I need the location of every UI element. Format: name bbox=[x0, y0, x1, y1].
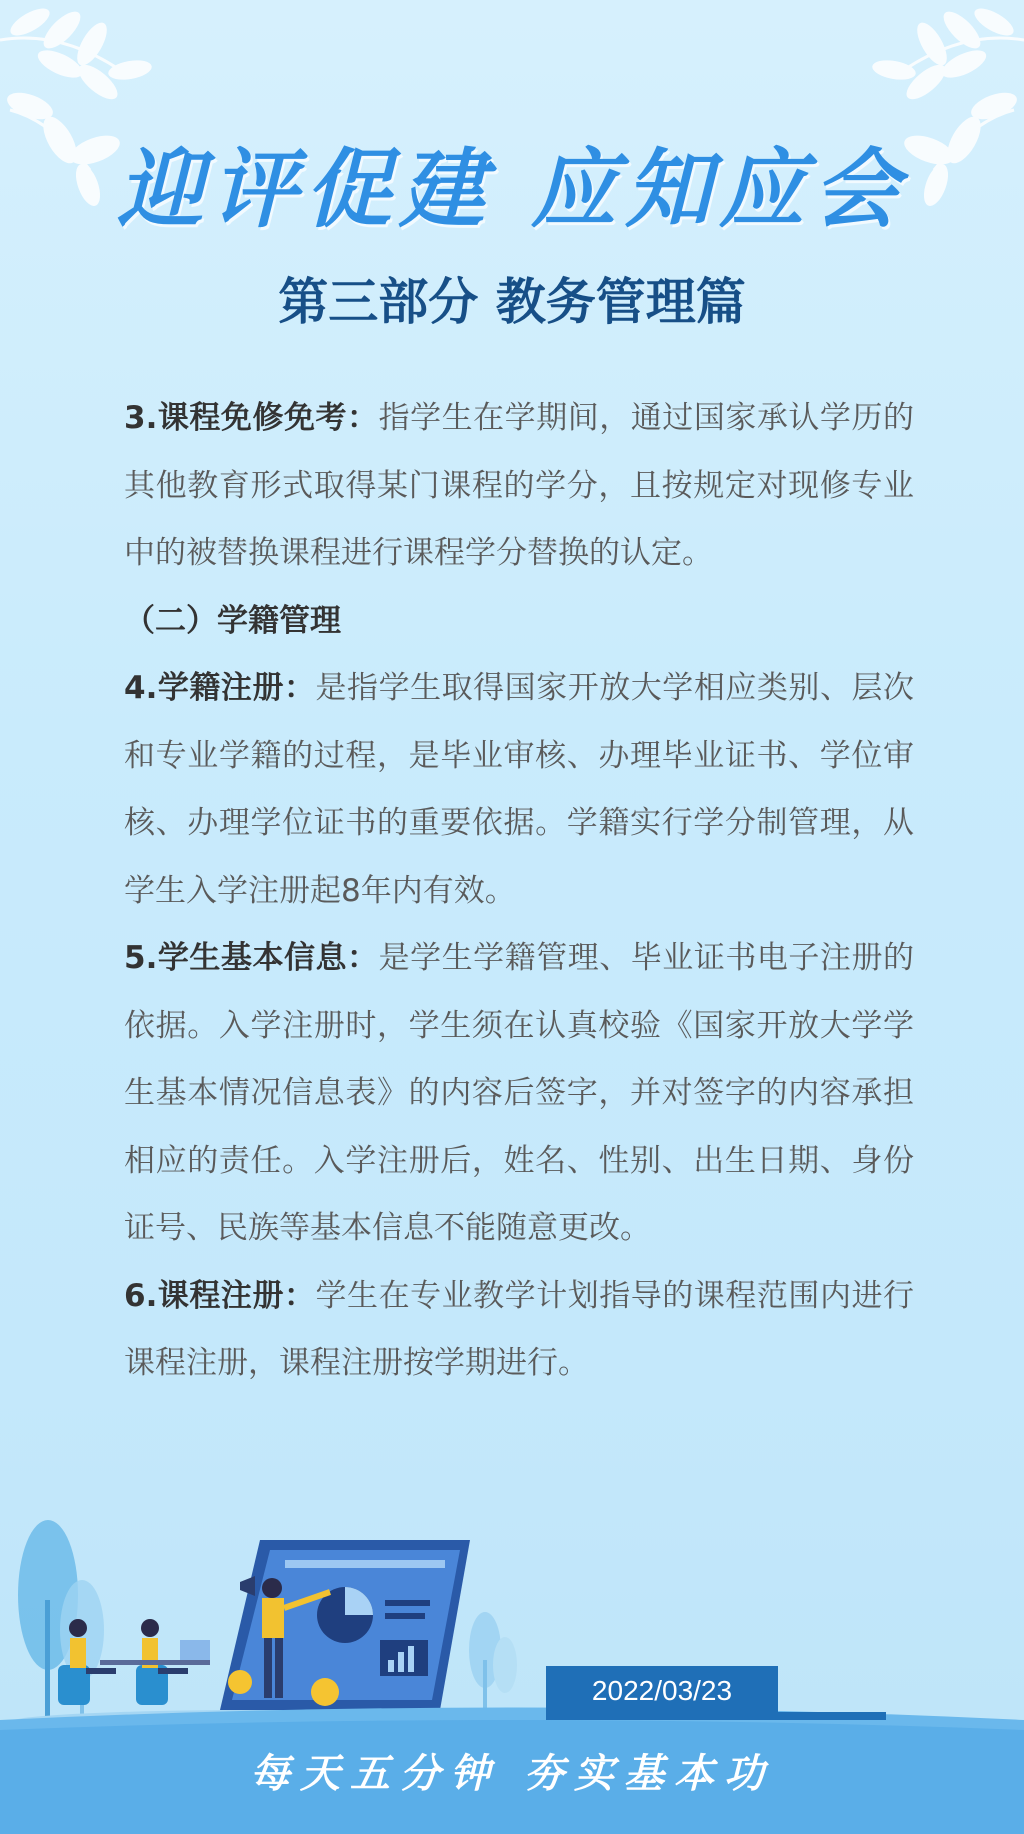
item-lead: 6.课程注册： bbox=[124, 1277, 316, 1314]
item-course-exemption bbox=[124, 385, 914, 588]
item-student-basic-info bbox=[124, 925, 914, 1263]
item-enrollment-registration bbox=[124, 655, 914, 925]
item-lead: 3.课程免修免考： bbox=[124, 400, 379, 436]
item-text: 是学生学籍管理、毕业证书电子注册的依据。入学注册时，学生须在认真校验《国家开放大学学生基本情况信息表》的内容后签字，并对签字的内容承担相应的责任。入学注册后，姓名、性别、出生日期、身份证号、民族等基本信息不能随意更改。 bbox=[124, 940, 914, 1246]
item-text: 是指学生取得国家开放大学相应类别、层次和专业学籍的过程，是毕业审核、办理毕业证书、学位审核、办理学位证书的重要依据。学籍实行学分制管理，从学生入学注册起8年内有效。 bbox=[124, 670, 914, 909]
article-body bbox=[124, 385, 914, 1398]
footer-slogan: 每天五分钟 夯实基本功 bbox=[250, 1750, 774, 1797]
item-lead: 5.学生基本信息： bbox=[124, 940, 379, 976]
page-title: 迎评促建 应知应会 bbox=[117, 139, 907, 240]
section-heading: （二）学籍管理 bbox=[124, 602, 341, 639]
item-text: 学生在专业教学计划指导的课程范围内进行课程注册，课程注册按学期进行。 bbox=[124, 1277, 914, 1381]
date-badge: 2022/03/23 bbox=[546, 1666, 778, 1716]
item-lead: 4.学籍注册： bbox=[124, 670, 316, 706]
divider bbox=[546, 1712, 886, 1720]
item-course-registration bbox=[124, 1263, 914, 1398]
item-text: 指学生在学期间，通过国家承认学历的其他教育形式取得某门课程的学分，且按规定对现修专业中的被替换课程进行课程学分替换的认定。 bbox=[124, 400, 914, 571]
page-subtitle: 第三部分 教务管理篇 bbox=[278, 273, 746, 331]
